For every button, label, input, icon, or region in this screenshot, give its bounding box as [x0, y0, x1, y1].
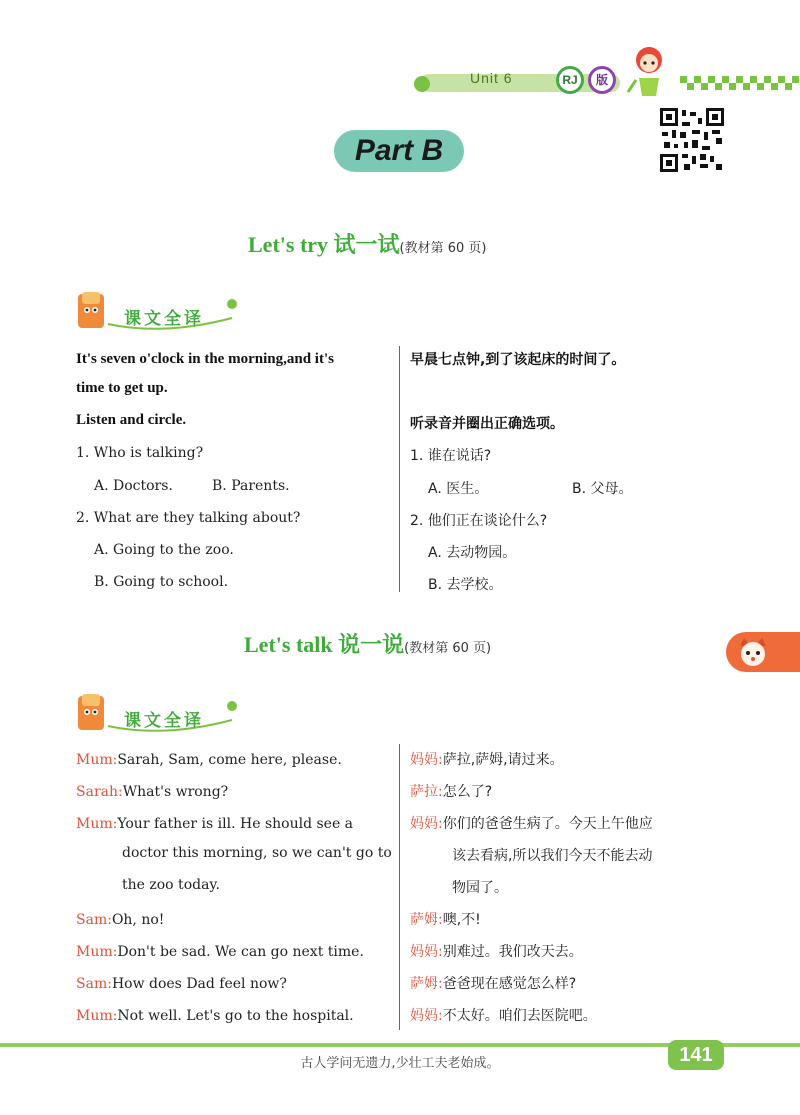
page-number: 141: [668, 1040, 724, 1070]
dialogue-text: How does Dad feel now?: [111, 976, 287, 992]
dialogue-line-en: [76, 749, 342, 768]
try-title: Let's try 试一试: [248, 232, 400, 257]
intro-text: It's seven o'clock in the: [76, 351, 229, 367]
footer-motto: 古人学问无遗力,少壮工夫老始成。: [300, 1056, 500, 1071]
green-dot-icon: [412, 74, 432, 94]
translation-label-box-2: [74, 692, 244, 736]
dialogue-line-en: [76, 941, 364, 960]
speaker-label: 萨姆:: [410, 912, 443, 928]
try-intro-zh: 早晨七点钟,到了该起床的时间了。: [410, 352, 626, 368]
dialogue-line-en: [76, 781, 228, 800]
q2-option-a-zh: A. 去动物园。: [428, 545, 517, 561]
dialogue-line-en: [76, 909, 164, 928]
q2-option-b-zh: B. 去学校。: [428, 577, 503, 593]
column-divider: [399, 346, 400, 592]
part-title: Part B: [334, 130, 464, 172]
edition-badge-rj: RJ: [556, 66, 584, 94]
try-heading: [248, 228, 486, 259]
question-2-en: 2. What are they talking about?: [76, 510, 301, 526]
speaker-label: Mum:: [76, 752, 118, 768]
q1-option-b-en: B. Parents.: [212, 478, 290, 494]
q2-option-b-en: B. Going to school.: [94, 574, 229, 590]
dialogue-text: Not well. Let's go to the hospital.: [117, 1008, 354, 1024]
dialogue-continuation-zh: 该去看病,所以我们今天不能去动: [452, 848, 653, 864]
dialogue-line-en: [76, 1005, 354, 1024]
intro-text-morning: morning: [228, 351, 284, 367]
try-intro-en-line1: [76, 348, 334, 368]
dialogue-line-zh: [410, 973, 576, 993]
question-2-zh: 2. 他们正在谈论什么?: [410, 513, 548, 529]
dialogue-line-zh: [410, 813, 653, 833]
page-header: [0, 0, 800, 88]
speaker-label: 萨拉:: [410, 784, 443, 800]
dialogue-text: 不太好。咱们去医院吧。: [442, 1008, 597, 1024]
q2-option-a-en: A. Going to the zoo.: [94, 542, 234, 558]
dialogue-continuation-en: doctor this morning, so we can't go to: [122, 845, 392, 861]
q1-option-a-zh: A. 医生。: [428, 481, 489, 497]
speaker-label: Sam:: [76, 976, 112, 992]
talk-title: Let's talk 说一说: [244, 632, 405, 657]
speaker-label: 萨姆:: [410, 976, 443, 992]
translation-label-box: [74, 290, 244, 334]
dialogue-text: Oh, no!: [111, 912, 165, 928]
listen-instruction-en: Listen and circle.: [76, 412, 187, 428]
dialogue-line-zh: [410, 749, 564, 769]
girl-mascot-icon: [626, 44, 672, 100]
dialogue-text: 爸爸现在感觉怎么样?: [442, 976, 577, 992]
dialogue-text: 怎么了?: [442, 784, 493, 800]
intro-text-tail: ,and it's: [283, 351, 334, 367]
speaker-label: Mum:: [76, 1008, 118, 1024]
dialogue-line-zh: [410, 909, 481, 929]
speaker-label: 妈妈:: [410, 816, 443, 832]
q1-option-b-zh: B. 父母。: [572, 481, 633, 497]
dialogue-line-en: [76, 813, 353, 832]
dialogue-continuation-zh: 物园了。: [452, 880, 508, 896]
dialogue-text: 萨拉,萨姆,请过来。: [442, 752, 564, 768]
speaker-label: 妈妈:: [410, 944, 443, 960]
speaker-label: Sam:: [76, 912, 112, 928]
translation-label: 课文全译: [124, 309, 204, 329]
speaker-label: Mum:: [76, 944, 118, 960]
edition-badge-ban: 版: [588, 66, 616, 94]
q1-option-a-en: A. Doctors.: [94, 478, 173, 494]
dialogue-line-en: [76, 973, 287, 992]
question-1-en: 1. Who is talking?: [76, 445, 204, 461]
dialogue-line-zh: [410, 941, 583, 961]
dialogue-text: 噢,不!: [442, 912, 481, 928]
speaker-label: Sarah:: [76, 784, 123, 800]
try-page-note: (教材第 60 页): [399, 241, 487, 256]
side-tab: [726, 632, 800, 672]
try-intro-en-line2: time to get up.: [76, 380, 168, 396]
dialogue-text: Don't be sad. We can go next time.: [117, 944, 364, 960]
dialogue-text: 别难过。我们改天去。: [442, 944, 583, 960]
talk-heading: [244, 628, 491, 659]
dialogue-text: What's wrong?: [122, 784, 229, 800]
cat-mascot-icon: [736, 636, 770, 668]
question-1-zh: 1. 谁在说话?: [410, 448, 492, 464]
dialogue-continuation-en: the zoo today.: [122, 877, 220, 893]
unit-label: Unit 6: [470, 70, 513, 86]
dialogue-text: Sarah, Sam, come here, please.: [117, 752, 342, 768]
dialogue-line-zh: [410, 781, 492, 801]
listen-instruction-zh: 听录音并圈出正确选项。: [410, 416, 564, 432]
speaker-label: 妈妈:: [410, 1008, 443, 1024]
speaker-label: 妈妈:: [410, 752, 443, 768]
dialogue-line-zh: [410, 1005, 597, 1025]
dialogue-text: 你们的爸爸生病了。今天上午他应: [442, 816, 653, 832]
qr-code-icon[interactable]: [660, 108, 724, 172]
translation-label: 课文全译: [124, 711, 204, 731]
checker-pattern: [680, 76, 800, 90]
column-divider: [399, 744, 400, 1030]
dialogue-text: Your father is ill. He should see a: [117, 816, 354, 832]
speaker-label: Mum:: [76, 816, 118, 832]
talk-page-note: (教材第 60 页): [404, 641, 492, 656]
